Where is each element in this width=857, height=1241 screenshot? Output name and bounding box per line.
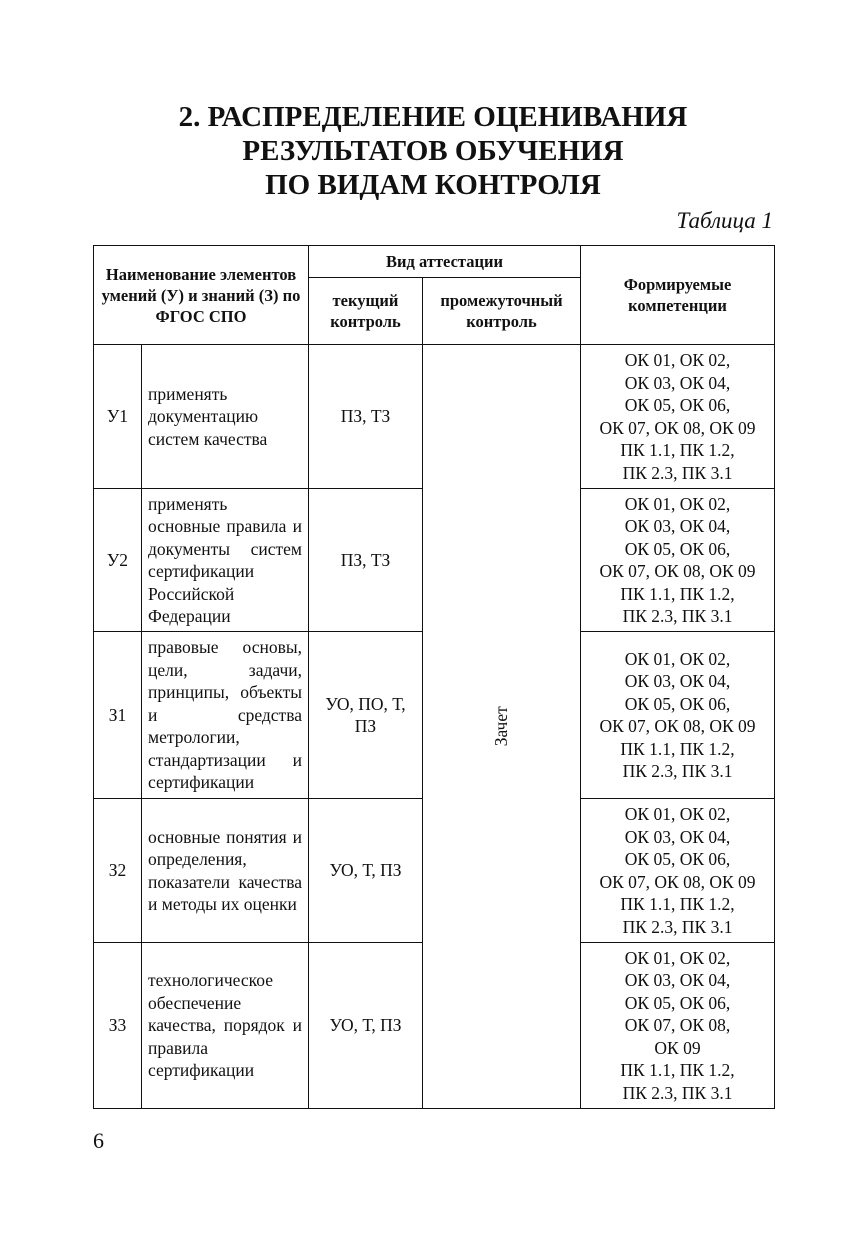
competency-line: ПК 1.1, ПК 1.2, bbox=[620, 894, 735, 914]
competency-line: ПК 2.3, ПК 3.1 bbox=[622, 606, 733, 626]
competency-line: ПК 2.3, ПК 3.1 bbox=[622, 916, 733, 937]
title-line: ПО ВИДАМ КОНТРОЛЯ bbox=[265, 169, 601, 201]
intermediate-control-cell bbox=[423, 345, 581, 1109]
competency-line: ОК 07, ОК 08, ОК 09 bbox=[599, 871, 756, 892]
competency-line: ОК 05, ОК 06, bbox=[624, 849, 731, 869]
row-current-control: ПЗ, ТЗ bbox=[309, 345, 423, 489]
title-line: 2. РАСПРЕДЕЛЕНИЕ ОЦЕНИВАНИЯ bbox=[178, 101, 688, 133]
row-competencies bbox=[581, 632, 775, 799]
row-description: основные понятия и определения, показатели качества и методы их оценки bbox=[142, 799, 309, 943]
competency-line: ПК 2.3, ПК 3.1 bbox=[622, 1082, 733, 1103]
header-row bbox=[94, 246, 775, 278]
competency-line: ПК 2.3, ПК 3.1 bbox=[622, 462, 733, 483]
competency-line: ОК 05, ОК 06, bbox=[624, 992, 731, 1013]
competency-line: ОК 07, ОК 08, ОК 09 bbox=[599, 417, 756, 438]
competency-line: ПК 1.1, ПК 1.2, bbox=[620, 1060, 735, 1081]
competency-line: ОК 03, ОК 04, bbox=[624, 516, 731, 536]
row-competencies bbox=[581, 489, 775, 632]
row-code: У1 bbox=[94, 345, 142, 489]
competency-line: ОК 07, ОК 08, ОК 09 bbox=[599, 716, 756, 736]
row-description: применять основные правила и документы систем сертификации Российской Федерации bbox=[142, 489, 309, 632]
competency-line: ОК 01, ОК 02, bbox=[624, 493, 731, 514]
competency-line: ПК 1.1, ПК 1.2, bbox=[620, 583, 735, 604]
row-description: правовые основы, цели, задачи, принципы, объекты и средства метрологии, стандартизации и сертификации bbox=[142, 632, 309, 799]
page-number: 6 bbox=[93, 1128, 104, 1153]
competency-line: ОК 01, ОК 02, bbox=[624, 648, 731, 669]
row-current-control: УО, Т, ПЗ bbox=[309, 943, 423, 1109]
row-competencies bbox=[581, 799, 775, 943]
competency-line: ОК 01, ОК 02, bbox=[624, 350, 731, 370]
row-code: З2 bbox=[94, 799, 142, 943]
row-competencies bbox=[581, 345, 775, 489]
row-current-control: УО, Т, ПЗ bbox=[309, 799, 423, 943]
row-code: З3 bbox=[94, 943, 142, 1109]
header-intermediate: промежуточный контроль bbox=[423, 278, 581, 345]
intermediate-control-value: Зачет bbox=[491, 706, 512, 747]
header-current: текущий контроль bbox=[309, 278, 423, 345]
competency-line: ОК 03, ОК 04, bbox=[624, 970, 731, 991]
competency-line: ПК 2.3, ПК 3.1 bbox=[622, 761, 733, 781]
header-name: Наименование элементов умений (У) и знаний (З) по ФГОС СПО bbox=[94, 246, 309, 345]
title-line: РЕЗУЛЬТАТОВ ОБУЧЕНИЯ bbox=[242, 135, 624, 167]
header-competencies: Формируемые компетенции bbox=[581, 246, 775, 345]
competency-line: ОК 05, ОК 06, bbox=[624, 693, 731, 714]
table-row bbox=[94, 345, 775, 489]
competency-line: ОК 01, ОК 02, bbox=[624, 947, 731, 968]
row-competencies bbox=[581, 943, 775, 1109]
row-current-control: УО, ПО, Т, ПЗ bbox=[309, 632, 423, 799]
competency-line: ОК 03, ОК 04, bbox=[624, 826, 731, 847]
row-description: применять документацию систем качества bbox=[142, 345, 309, 489]
competency-line: ОК 03, ОК 04, bbox=[624, 372, 731, 393]
competency-line: ОК 01, ОК 02, bbox=[624, 804, 731, 824]
competency-line: ОК 05, ОК 06, bbox=[624, 395, 731, 415]
row-current-control: ПЗ, ТЗ bbox=[309, 489, 423, 632]
page-title bbox=[93, 100, 773, 202]
competency-line: ПК 1.1, ПК 1.2, bbox=[620, 738, 735, 759]
competency-line: ПК 1.1, ПК 1.2, bbox=[620, 440, 735, 460]
table-label: Таблица 1 bbox=[676, 208, 773, 233]
header-attestation: Вид аттестации bbox=[309, 246, 581, 278]
competency-line: ОК 09 bbox=[654, 1037, 701, 1058]
row-description: технологическое обеспечение качества, порядок и правила сертификации bbox=[142, 943, 309, 1109]
competency-line: ОК 05, ОК 06, bbox=[624, 538, 731, 559]
row-code: З1 bbox=[94, 632, 142, 799]
competency-line: ОК 03, ОК 04, bbox=[624, 671, 731, 691]
competency-line: ОК 07, ОК 08, bbox=[624, 1015, 731, 1036]
assessment-table bbox=[93, 245, 775, 1109]
competency-line: ОК 07, ОК 08, ОК 09 bbox=[599, 561, 756, 581]
row-code: У2 bbox=[94, 489, 142, 632]
